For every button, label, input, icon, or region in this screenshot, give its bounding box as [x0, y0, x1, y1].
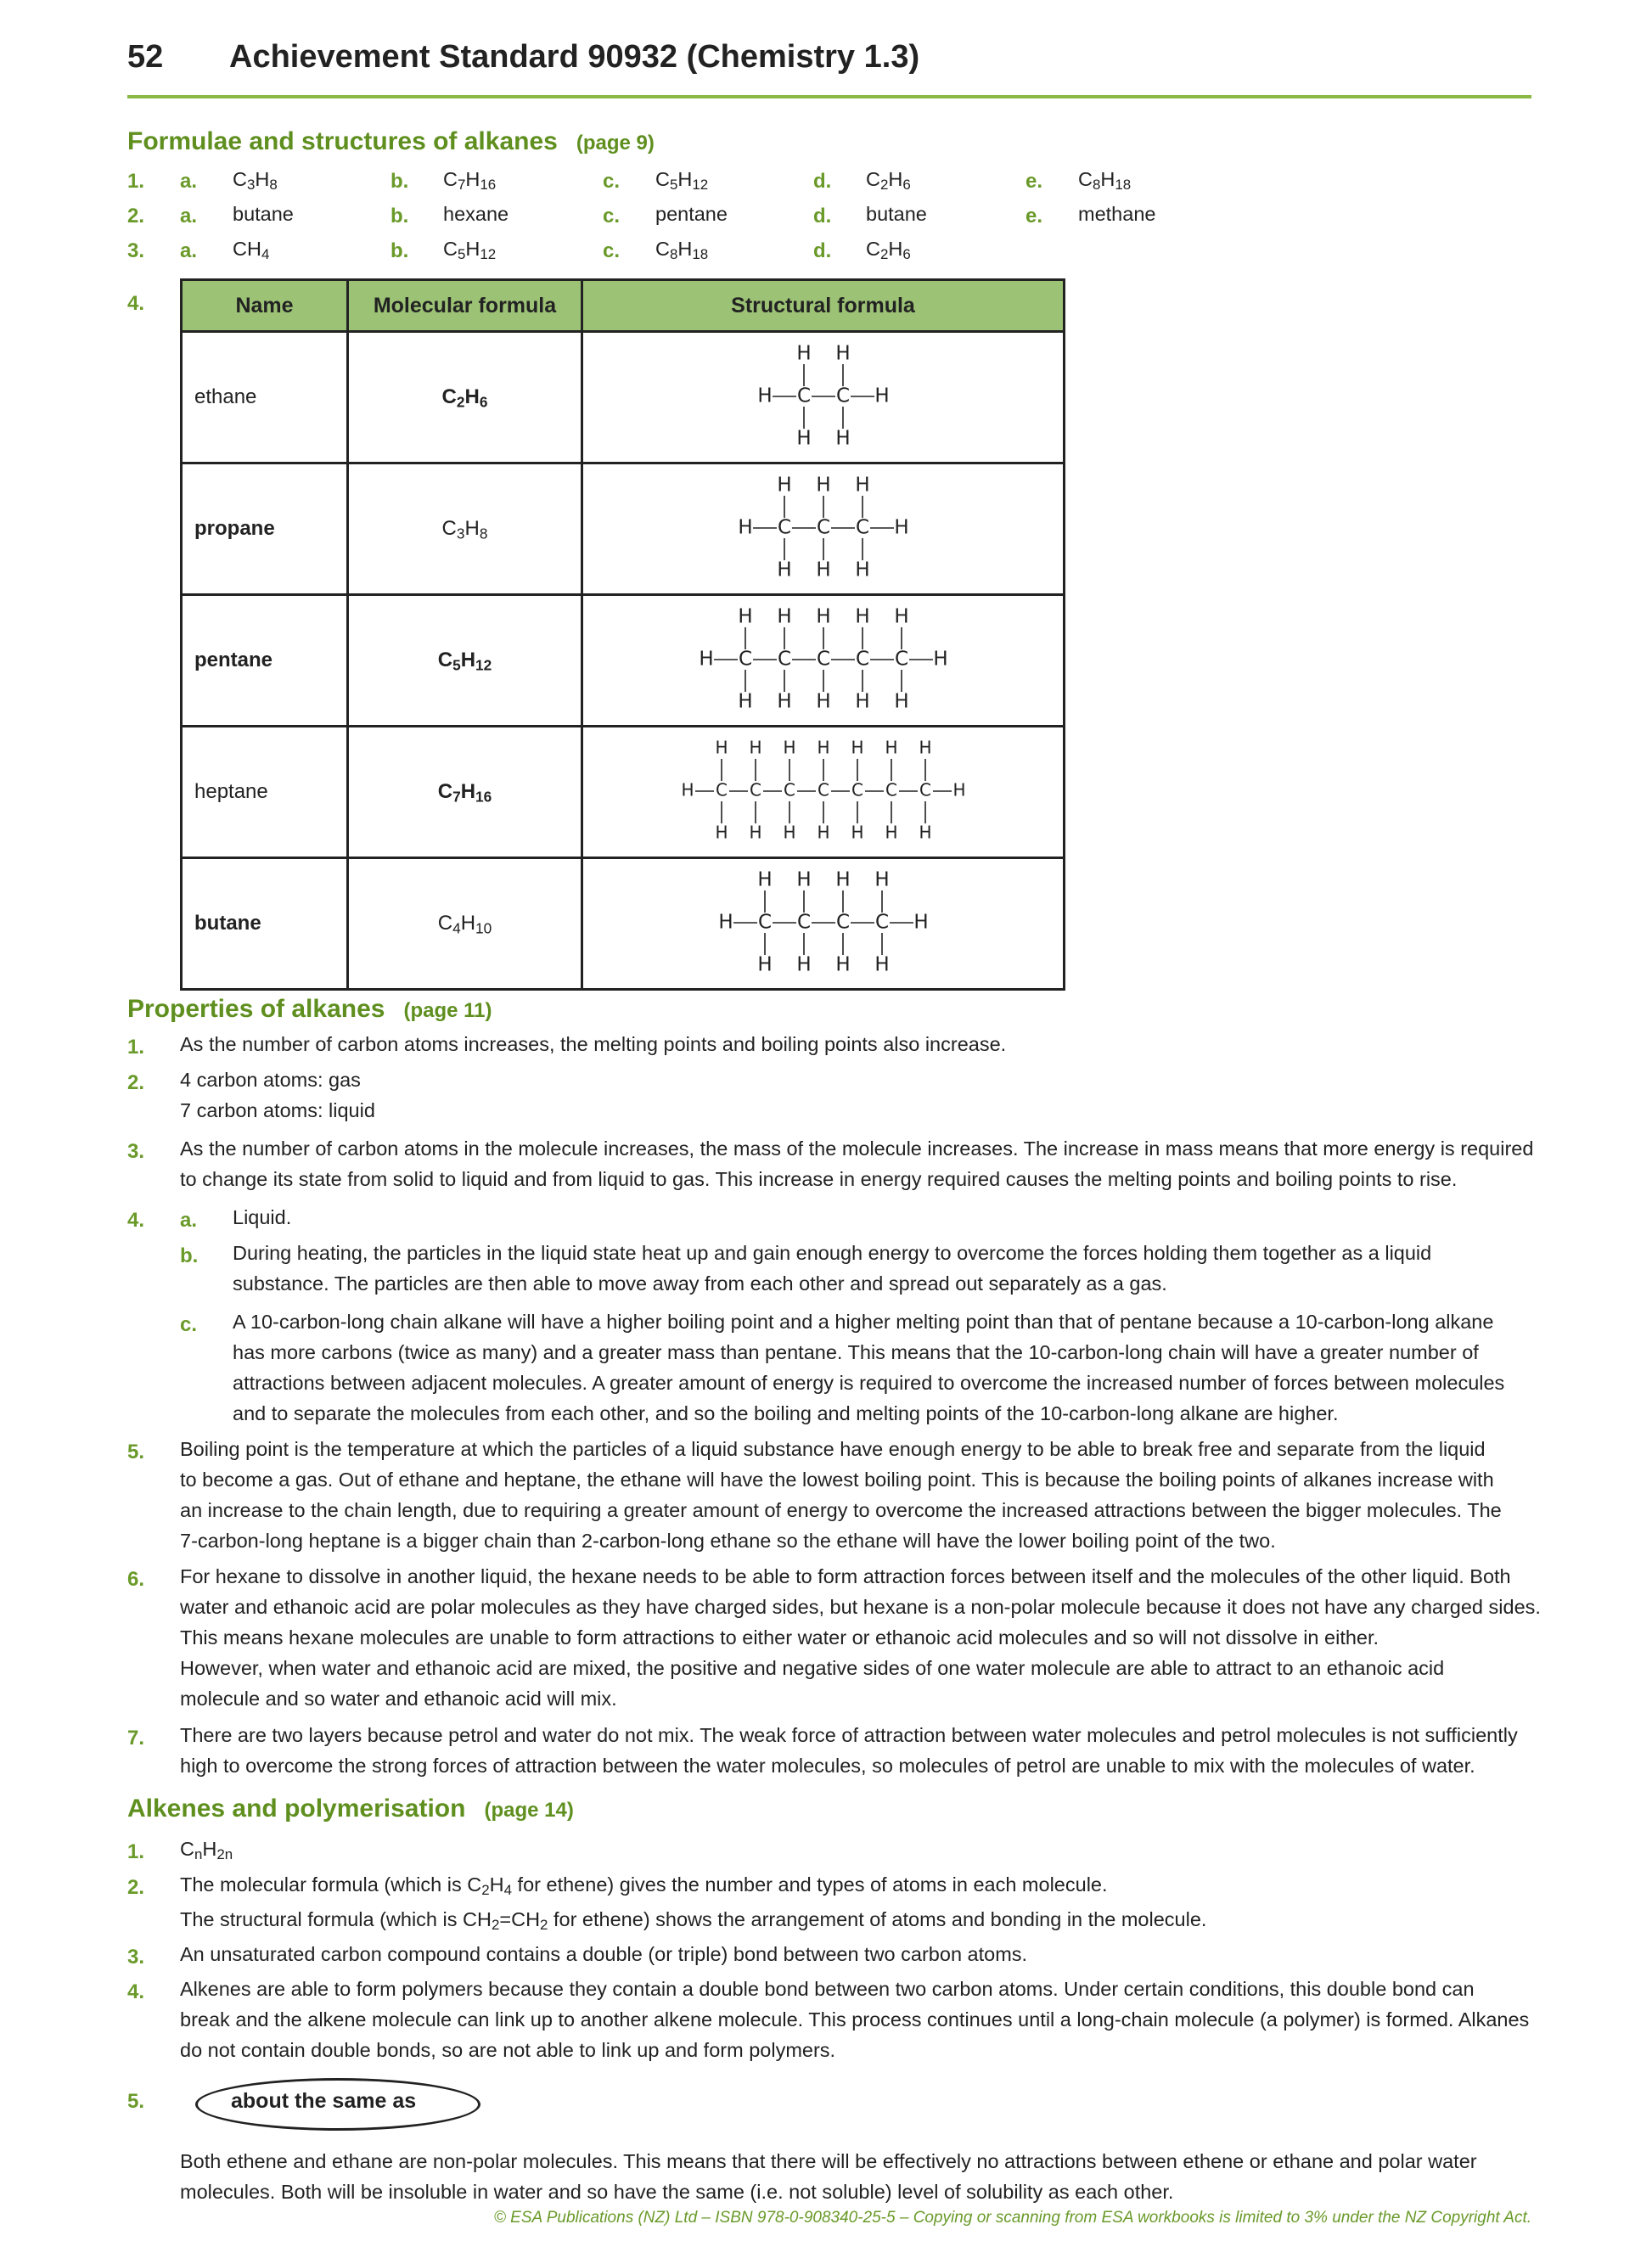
answer-value: $C_7H_{16}$	[443, 168, 497, 194]
section-page-ref: (page 9)	[576, 132, 655, 154]
answer-text: high to overcome the strong forces of attraction between the water molecules, so molecules of petrol are unable to mix with the molecules of water.	[180, 1755, 1475, 1777]
carbon-atom: C	[777, 648, 791, 671]
answer-text: an increase to the chain length, due to requiring a greater amount of energy to overcome the increased attractions between the bigger molecules. The	[180, 1499, 1502, 1521]
hydrogen-atom: H	[782, 737, 796, 758]
question-number: 4.	[127, 1980, 145, 2003]
table-row	[182, 332, 1065, 463]
hydrogen-atom: H	[854, 605, 870, 628]
table-row	[182, 463, 1065, 595]
hydrogen-atom: H	[816, 737, 830, 758]
answer-text: During heating, the particles in the liquid state heat up and gain enough energy to overcome the forces holding them together as a liquid	[233, 1242, 1432, 1264]
carbon-atom: C	[757, 911, 772, 934]
table-row	[182, 727, 1065, 858]
answer-text: For hexane to dissolve in another liquid, the hexane needs to be able to form attraction forces between itself and the molecules of the other liquid. Both	[180, 1565, 1511, 1587]
sub-question-letter: a.	[180, 1209, 198, 1232]
carbon-atom: C	[783, 779, 795, 800]
answer-text: As the number of carbon atoms in the molecule increases, the mass of the molecule increases. The increase in mass means that more energy is required	[180, 1137, 1534, 1160]
hydrogen-atom: H	[815, 690, 831, 713]
hydrogen-atom: H	[714, 737, 728, 758]
answer-text: There are two layers because petrol and water do not mix. The weak force of attraction between water molecules and petrol molecules is not sufficiently	[180, 1724, 1518, 1746]
question-number: 1.	[127, 1036, 145, 1059]
question-number: 3.	[127, 1140, 145, 1163]
alkane-name: heptane	[182, 727, 348, 858]
carbon-atom: C	[855, 648, 869, 671]
table-header: Molecular formula	[348, 280, 582, 332]
general-formula: $C_nH_{2n}$	[180, 1838, 233, 1863]
hydrogen-atom: H	[795, 868, 812, 891]
answer-text: This means hexane molecules are unable to form attractions to either water or ethanoic acid molecules and so will not dissolve in either.	[180, 1626, 1379, 1649]
alkane-name: propane	[182, 463, 348, 595]
alkane-name: ethane	[182, 332, 348, 463]
answer-value: $C_2H_6$	[866, 238, 911, 263]
section-page-ref: (page 11)	[403, 999, 492, 1022]
sub-question-letter: c.	[603, 205, 621, 227]
sub-question-letter: a.	[180, 239, 198, 262]
answer-value: methane	[1078, 203, 1156, 225]
answer-text: substance. The particles are then able to move away from each other and spread out separately as a gas.	[233, 1272, 1167, 1295]
section-title: Alkenes and polymerisation	[127, 1795, 466, 1823]
structural-diagram	[733, 474, 914, 584]
table-header: Structural formula	[582, 280, 1065, 332]
sub-question-letter: c.	[603, 170, 621, 193]
section-heading-properties	[127, 995, 492, 1024]
question-number: 5.	[127, 1441, 145, 1463]
table-header-row	[182, 280, 1065, 332]
hydrogen-atom: H	[893, 605, 909, 628]
carbon-atom: C	[817, 779, 829, 800]
structural-formula	[582, 332, 1065, 463]
question-number: 1.	[127, 170, 145, 193]
table-row	[182, 858, 1065, 990]
hydrogen-atom: H	[737, 690, 753, 713]
carbon-atom: C	[777, 516, 791, 539]
sub-question-letter: e.	[1025, 170, 1043, 193]
hydrogen-atom: H	[717, 911, 733, 934]
hydrogen-atom: H	[850, 822, 864, 843]
sub-question-letter: d.	[813, 239, 832, 262]
hydrogen-atom: H	[874, 953, 890, 976]
answer-text: molecule and so water and ethanoic acid will mix.	[180, 1688, 617, 1710]
answer-text: As the number of carbon atoms increases, the melting points and boiling points also increase.	[180, 1033, 1007, 1055]
question-number: 1.	[127, 1840, 145, 1863]
answer-value: butane	[866, 203, 927, 225]
page-number: 52	[127, 39, 164, 75]
alkane-name: pentane	[182, 595, 348, 727]
carbon-atom: C	[835, 911, 850, 934]
question-number: 7.	[127, 1727, 145, 1750]
hydrogen-atom: H	[795, 342, 812, 365]
section-title: Properties of alkanes	[127, 995, 385, 1023]
molecular-formula: $C_3H_8$	[348, 463, 582, 595]
carbon-atom: C	[816, 516, 830, 539]
carbon-atom: C	[874, 911, 889, 934]
hydrogen-atom: H	[834, 868, 851, 891]
molecular-formula: $C_7H_{16}$	[348, 727, 582, 858]
hydrogen-atom: H	[776, 474, 792, 497]
answer-text: A 10-carbon-long chain alkane will have a higher boiling point and a higher melting point than that of pentane because a 10-carbon-long alkane	[233, 1311, 1494, 1333]
hydrogen-atom: H	[795, 953, 812, 976]
answer-value: butane	[233, 203, 294, 225]
question-number: 6.	[127, 1568, 145, 1591]
hydrogen-atom: H	[884, 822, 898, 843]
answer-value: $C_8H_{18}$	[1078, 168, 1132, 194]
sub-question-letter: a.	[180, 205, 198, 227]
answer-text: 4 carbon atoms: gas	[180, 1069, 361, 1091]
answer-value: $C_8H_{18}$	[655, 238, 709, 263]
answer-text: The molecular formula (which is $C_2H_4$ for ethene) gives the number and types of atoms in each molecule.	[180, 1873, 1108, 1899]
answer-value: $C_2H_6$	[866, 168, 911, 194]
hydrogen-atom: H	[748, 737, 762, 758]
sub-question-letter: c.	[180, 1313, 198, 1336]
hydrogen-atom: H	[815, 605, 831, 628]
hydrogen-atom: H	[854, 474, 870, 497]
answer-text: to change its state from solid to liquid and from liquid to gas. This increase in energy required causes the melting points and boiling points to rise.	[180, 1168, 1458, 1190]
section-heading-alkanes	[127, 127, 655, 156]
answer-text: molecules. Both will be insoluble in water and so have the same (i.e. not soluble) level of solubility as each other.	[180, 2181, 1174, 2203]
hydrogen-atom: H	[932, 648, 948, 671]
molecular-formula: $C_2H_6$	[348, 332, 582, 463]
hydrogen-atom: H	[737, 605, 753, 628]
carbon-atom: C	[796, 911, 811, 934]
molecular-formula: $C_4H_{10}$	[348, 858, 582, 990]
hydrogen-atom: H	[834, 427, 851, 450]
answer-text: An unsaturated carbon compound contains a double (or triple) bond between two carbon atoms.	[180, 1943, 1028, 1965]
molecular-formula: $C_5H_{12}$	[348, 595, 582, 727]
answer-text: The structural formula (which is $CH_2=CH_2$ for ethene) shows the arrangement of atoms and bonding in the molecule.	[180, 1908, 1207, 1934]
answer-text: Alkenes are able to form polymers because they contain a double bond between two carbon atoms. Under certain conditions, this double bond can	[180, 1978, 1475, 2000]
hydrogen-atom: H	[782, 822, 796, 843]
structural-diagram	[713, 868, 934, 979]
hydrogen-atom: H	[834, 953, 851, 976]
sub-question-letter: c.	[603, 239, 621, 262]
structural-formula	[582, 858, 1065, 990]
carbon-atom: C	[851, 779, 863, 800]
question-number: 2.	[127, 1876, 145, 1899]
hydrogen-atom: H	[816, 822, 830, 843]
section-title: Formulae and structures of alkanes	[127, 127, 558, 155]
carbon-atom: C	[749, 779, 761, 800]
answer-text: 7 carbon atoms: liquid	[180, 1099, 375, 1121]
hydrogen-atom: H	[874, 868, 890, 891]
alkane-table	[180, 278, 1065, 991]
answer-text: has more carbons (twice as many) and a greater mass than pentane. This means that the 10-carbon-long chain will have a greater number of	[233, 1341, 1479, 1363]
table-row	[182, 595, 1065, 727]
hydrogen-atom: H	[854, 690, 870, 713]
answer-value: hexane	[443, 203, 509, 225]
copyright-footer: © ESA Publications (NZ) Ltd – ISBN 978-0-908340-25-5 – Copying or scanning from ESA workbooks is limited to 3% under the NZ Copyright Act.	[493, 2209, 1531, 2227]
hydrogen-atom: H	[776, 605, 792, 628]
structural-diagram	[752, 342, 895, 452]
hydrogen-atom: H	[776, 690, 792, 713]
question-number: 3.	[127, 239, 145, 262]
hydrogen-atom: H	[756, 953, 773, 976]
hydrogen-atom: H	[680, 779, 694, 800]
header-rule	[127, 95, 1531, 98]
table-header: Name	[182, 280, 348, 332]
answer-text: water and ethanoic acid are polar molecules as they have charged sides, but hexane is a non-polar molecule because it does not have any charged sides.	[180, 1596, 1541, 1618]
answer-text: However, when water and ethanoic acid are mixed, the positive and negative sides of one water molecule are able to attract to an ethanoic acid	[180, 1657, 1445, 1679]
structural-formula	[582, 595, 1065, 727]
hydrogen-atom: H	[815, 559, 831, 581]
hydrogen-atom: H	[893, 690, 909, 713]
answer-text: Both ethene and ethane are non-polar molecules. This means that there will be effectively no attractions between ethene or ethane and polar water	[180, 2150, 1477, 2172]
hydrogen-atom: H	[884, 737, 898, 758]
hydrogen-atom: H	[815, 474, 831, 497]
hydrogen-atom: H	[952, 779, 966, 800]
answer-text: Liquid.	[233, 1206, 292, 1228]
question-number: 4.	[127, 1209, 145, 1232]
hydrogen-atom: H	[874, 385, 890, 407]
sub-question-letter: b.	[391, 170, 409, 193]
answer-text: do not contain double bonds, so are not able to link up and form polymers.	[180, 2039, 836, 2061]
hydrogen-atom: H	[756, 868, 773, 891]
question-number: 2.	[127, 205, 145, 227]
hydrogen-atom: H	[834, 342, 851, 365]
question-number: 5.	[127, 2090, 145, 2113]
sub-question-letter: b.	[391, 239, 409, 262]
answer-text: break and the alkene molecule can link up to another alkene molecule. This process continues until a long-chain molecule (a polymer) is formed. Alkanes	[180, 2008, 1530, 2031]
sub-question-letter: d.	[813, 170, 832, 193]
hydrogen-atom: H	[737, 516, 753, 539]
answer-value: $C_3H_8$	[233, 168, 278, 194]
hydrogen-atom: H	[748, 822, 762, 843]
hydrogen-atom: H	[893, 516, 909, 539]
hydrogen-atom: H	[918, 737, 932, 758]
section-heading-alkenes	[127, 1795, 574, 1823]
hydrogen-atom: H	[776, 559, 792, 581]
sub-question-letter: a.	[180, 170, 198, 193]
hydrogen-atom: H	[854, 559, 870, 581]
carbon-atom: C	[885, 779, 897, 800]
hydrogen-atom: H	[756, 385, 773, 407]
structural-formula	[582, 463, 1065, 595]
sub-question-letter: d.	[813, 205, 832, 227]
structural-formula	[582, 727, 1065, 858]
sub-question-letter: e.	[1025, 205, 1043, 227]
answer-text: 7-carbon-long heptane is a bigger chain than 2-carbon-long ethane so the ethane will have the lower boiling point of the two.	[180, 1530, 1276, 1552]
carbon-atom: C	[919, 779, 931, 800]
answer-text: to become a gas. Out of ethane and heptane, the ethane will have the lowest boiling point. This is because the boiling points of alkanes increase with	[180, 1469, 1494, 1491]
carbon-atom: C	[894, 648, 908, 671]
answer-value: $C_5H_{12}$	[443, 238, 497, 263]
hydrogen-atom: H	[850, 737, 864, 758]
question-number: 2.	[127, 1071, 145, 1094]
sub-question-letter: b.	[180, 1244, 199, 1267]
structural-diagram	[694, 605, 953, 716]
answer-text: and to separate the molecules from each other, and so the boiling and melting points of the 10-carbon-long alkane are higher.	[233, 1402, 1339, 1424]
page-title: Achievement Standard 90932 (Chemistry 1.3)	[229, 39, 920, 75]
section-page-ref: (page 14)	[484, 1799, 574, 1822]
alkane-name: butane	[182, 858, 348, 990]
sub-question-letter: b.	[391, 205, 409, 227]
carbon-atom: C	[816, 648, 830, 671]
carbon-atom: C	[855, 516, 869, 539]
hydrogen-atom: H	[913, 911, 929, 934]
answer-value: $C_5H_{12}$	[655, 168, 709, 194]
carbon-atom: C	[796, 385, 811, 407]
answer-text: Boiling point is the temperature at which the particles of a liquid substance have enough energy to be able to break free and separate from the liquid	[180, 1438, 1486, 1460]
hydrogen-atom: H	[714, 822, 728, 843]
hydrogen-atom: H	[698, 648, 714, 671]
question-number: 4.	[127, 292, 145, 315]
hydrogen-atom: H	[795, 427, 812, 450]
answer-value: pentane	[655, 203, 728, 225]
hydrogen-atom: H	[918, 822, 932, 843]
carbon-atom: C	[738, 648, 752, 671]
question-number: 3.	[127, 1946, 145, 1969]
answer-value: $CH_4$	[233, 238, 270, 263]
carbon-atom: C	[835, 385, 850, 407]
structural-diagram	[675, 737, 972, 847]
circled-answer: about the same as	[231, 2089, 417, 2113]
answer-text: attractions between adjacent molecules. A greater amount of energy is required to overcome the increased number of forces between molecules	[233, 1372, 1505, 1394]
carbon-atom: C	[715, 779, 728, 800]
